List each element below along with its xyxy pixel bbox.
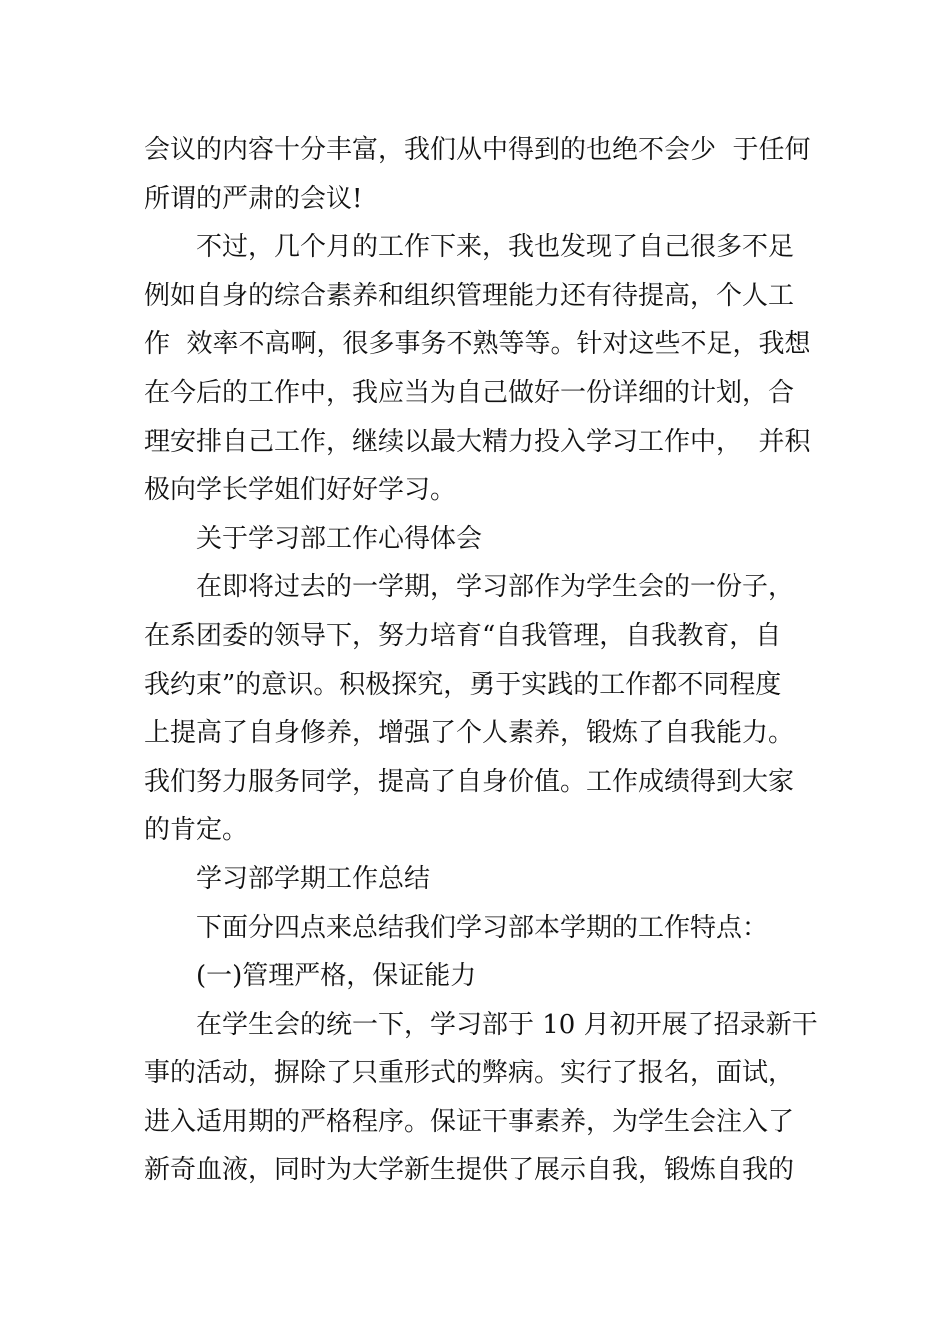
text-line: 的肯定。: [144, 815, 249, 846]
text-line: 新奇血液，同时为大学新生提供了展示自我，锻炼自我的: [144, 1155, 795, 1186]
text-line: 例如自身的综合素养和组织管理能力还有待提高，个人工: [144, 280, 795, 311]
text-line: 在今后的工作中，我应当为自己做好一份详细的计划，合: [144, 377, 795, 408]
paragraph-start-line: 不过，几个月的工作下来，我也发现了自己很多不足: [196, 232, 795, 263]
paragraph-start-line: 下面分四点来总结我们学习部本学期的工作特点：: [196, 912, 769, 943]
text-line: 事的活动，摒除了只重形式的弊病。实行了报名，面试，: [144, 1058, 795, 1089]
text-line: 进入适用期的严格程序。保证干事素养，为学生会注入了: [144, 1106, 795, 1137]
subsection-heading: (一)管理严格，保证能力: [196, 961, 477, 992]
document-body: [144, 126, 818, 1195]
text-line: 所谓的严肃的会议!: [144, 183, 363, 214]
text-line: 极向学长学姐们好好学习。: [144, 475, 457, 506]
text-line: 上提高了自身修养，增强了个人素养，锻炼了自我能力。: [144, 718, 795, 749]
text-line: 在系团委的领导下，努力培育“自我管理，自我教育，自: [144, 620, 782, 651]
section-heading: 学习部学期工作总结: [196, 863, 431, 894]
paragraph-start-line: 在即将过去的一学期，学习部作为学生会的一份子，: [196, 572, 795, 603]
paragraph-start-line: 在学生会的统一下，学习部于 10 月初开展了招录新干: [196, 1009, 818, 1040]
text-line: 作 效率不高啊，很多事务不熟等等。针对这些不足，我想: [144, 329, 811, 360]
text-line: 我约束”的意识。积极探究，勇于实践的工作都不同程度: [144, 669, 782, 700]
text-line: 我们努力服务同学，提高了自身价值。工作成绩得到大家: [144, 766, 795, 797]
section-heading: 关于学习部工作心得体会: [196, 523, 483, 554]
text-line: 理安排自己工作，继续以最大精力投入学习工作中， 并积: [144, 426, 811, 457]
text-line: 会议的内容十分丰富，我们从中得到的也绝不会少 于任何: [144, 135, 811, 165]
